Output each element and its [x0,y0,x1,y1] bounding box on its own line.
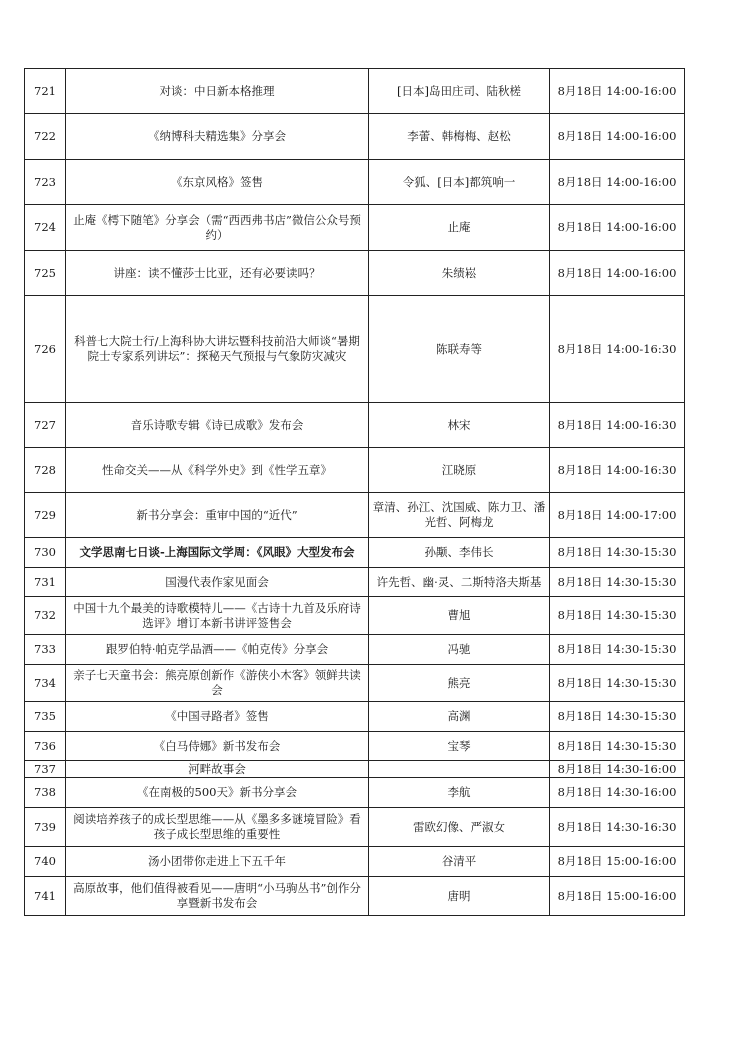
event-time: 8月18日 14:00-16:00 [550,114,685,160]
schedule-table [24,68,685,916]
event-title: 性命交关——从《科学外史》到《性学五章》 [66,448,369,493]
table-row [25,847,685,877]
table-row [25,296,685,403]
row-number: 727 [25,403,66,448]
row-number: 735 [25,702,66,732]
event-time: 8月18日 15:00-16:00 [550,847,685,877]
event-speakers: 李蕾、韩梅梅、赵松 [369,114,550,160]
event-title: 音乐诗歌专辑《诗已成歌》发布会 [66,403,369,448]
table-row [25,702,685,732]
event-speakers: 孙颙、李伟长 [369,538,550,568]
row-number: 739 [25,808,66,847]
table-row [25,877,685,916]
event-speakers: 冯驰 [369,635,550,665]
event-time: 8月18日 14:30-15:30 [550,568,685,597]
row-number: 736 [25,732,66,761]
event-speakers: 宝琴 [369,732,550,761]
event-title: 《东京风格》签售 [66,160,369,205]
event-time: 8月18日 14:00-16:30 [550,296,685,403]
row-number: 725 [25,251,66,296]
table-row [25,403,685,448]
event-speakers: 止庵 [369,205,550,251]
row-number: 722 [25,114,66,160]
event-time: 8月18日 15:00-16:00 [550,877,685,916]
event-title: 对谈：中日新本格推理 [66,69,369,114]
event-speakers: 高渊 [369,702,550,732]
event-title: 讲座：读不懂莎士比亚，还有必要读吗？ [66,251,369,296]
table-row [25,160,685,205]
event-title: 新书分享会：重审中国的“近代” [66,493,369,538]
event-speakers: 江晓原 [369,448,550,493]
table-row [25,568,685,597]
event-time: 8月18日 14:30-16:30 [550,808,685,847]
table-row [25,665,685,702]
event-time: 8月18日 14:00-17:00 [550,493,685,538]
event-title: 阅读培养孩子的成长型思维——从《墨多多谜境冒险》看孩子成长型思维的重要性 [66,808,369,847]
event-title: 亲子七天童书会：熊亮原创新作《游侠小木客》领鲜共读会 [66,665,369,702]
event-speakers: 唐明 [369,877,550,916]
event-time: 8月18日 14:30-15:30 [550,702,685,732]
row-number: 731 [25,568,66,597]
table-row [25,493,685,538]
event-speakers: 李航 [369,778,550,808]
event-time: 8月18日 14:30-15:30 [550,665,685,702]
row-number: 724 [25,205,66,251]
event-title: 科普七大院士行/上海科协大讲坛暨科技前沿大师谈“暑期院士专家系列讲坛”：探秘天气预报与气象防灾减灾 [66,296,369,403]
event-time: 8月18日 14:00-16:30 [550,403,685,448]
table-row [25,732,685,761]
event-speakers [369,761,550,778]
event-speakers: 朱绩崧 [369,251,550,296]
event-speakers: 章清、孙江、沈国威、陈力卫、潘光哲、阿梅龙 [369,493,550,538]
event-title: 跟罗伯特·帕克学品酒——《帕克传》分享会 [66,635,369,665]
event-time: 8月18日 14:30-16:00 [550,778,685,808]
event-time: 8月18日 14:00-16:00 [550,251,685,296]
event-title: 《中国寻路者》签售 [66,702,369,732]
event-speakers: 林宋 [369,403,550,448]
table-row [25,448,685,493]
event-speakers: 熊亮 [369,665,550,702]
event-speakers: 雷欧幻像、严淑女 [369,808,550,847]
row-number: 721 [25,69,66,114]
row-number: 723 [25,160,66,205]
event-speakers: 谷清平 [369,847,550,877]
table-row [25,808,685,847]
row-number: 732 [25,597,66,635]
row-number: 737 [25,761,66,778]
row-number: 734 [25,665,66,702]
event-speakers: 许先哲、幽·灵、二斯特洛夫斯基 [369,568,550,597]
event-time: 8月18日 14:00-16:30 [550,448,685,493]
event-title: 国漫代表作家见面会 [66,568,369,597]
row-number: 733 [25,635,66,665]
event-title: 《纳博科夫精选集》分享会 [66,114,369,160]
table-row [25,205,685,251]
row-number: 729 [25,493,66,538]
event-time: 8月18日 14:30-15:30 [550,538,685,568]
event-title: 《白马侍娜》新书发布会 [66,732,369,761]
event-title: 高原故事，他们值得被看见——唐明“小马驹丛书”创作分享暨新书发布会 [66,877,369,916]
event-time: 8月18日 14:30-16:00 [550,761,685,778]
table-row [25,778,685,808]
event-time: 8月18日 14:00-16:00 [550,205,685,251]
row-number: 741 [25,877,66,916]
event-title: 文学思南七日谈-上海国际文学周：《风眼》大型发布会 [66,538,369,568]
event-title: 止庵《樗下随笔》分享会（需“西西弗书店”微信公众号预约） [66,205,369,251]
row-number: 730 [25,538,66,568]
event-time: 8月18日 14:30-15:30 [550,732,685,761]
table-row [25,761,685,778]
event-title: 河畔故事会 [66,761,369,778]
row-number: 726 [25,296,66,403]
table-row [25,538,685,568]
table-row [25,635,685,665]
table-row [25,114,685,160]
row-number: 740 [25,847,66,877]
row-number: 738 [25,778,66,808]
event-speakers: 陈联寿等 [369,296,550,403]
table-row [25,69,685,114]
event-time: 8月18日 14:00-16:00 [550,160,685,205]
table-row [25,597,685,635]
event-title: 《在南极的500天》新书分享会 [66,778,369,808]
table-row [25,251,685,296]
event-title: 汤小团带你走进上下五千年 [66,847,369,877]
event-speakers: [日本]岛田庄司、陆秋槎 [369,69,550,114]
event-speakers: 曹旭 [369,597,550,635]
event-time: 8月18日 14:00-16:00 [550,69,685,114]
event-speakers: 令狐、[日本]都筑响一 [369,160,550,205]
event-time: 8月18日 14:30-15:30 [550,635,685,665]
schedule-body [25,69,685,916]
row-number: 728 [25,448,66,493]
event-time: 8月18日 14:30-15:30 [550,597,685,635]
event-title: 中国十九个最美的诗歌模特儿——《古诗十九首及乐府诗选评》增订本新书讲评签售会 [66,597,369,635]
